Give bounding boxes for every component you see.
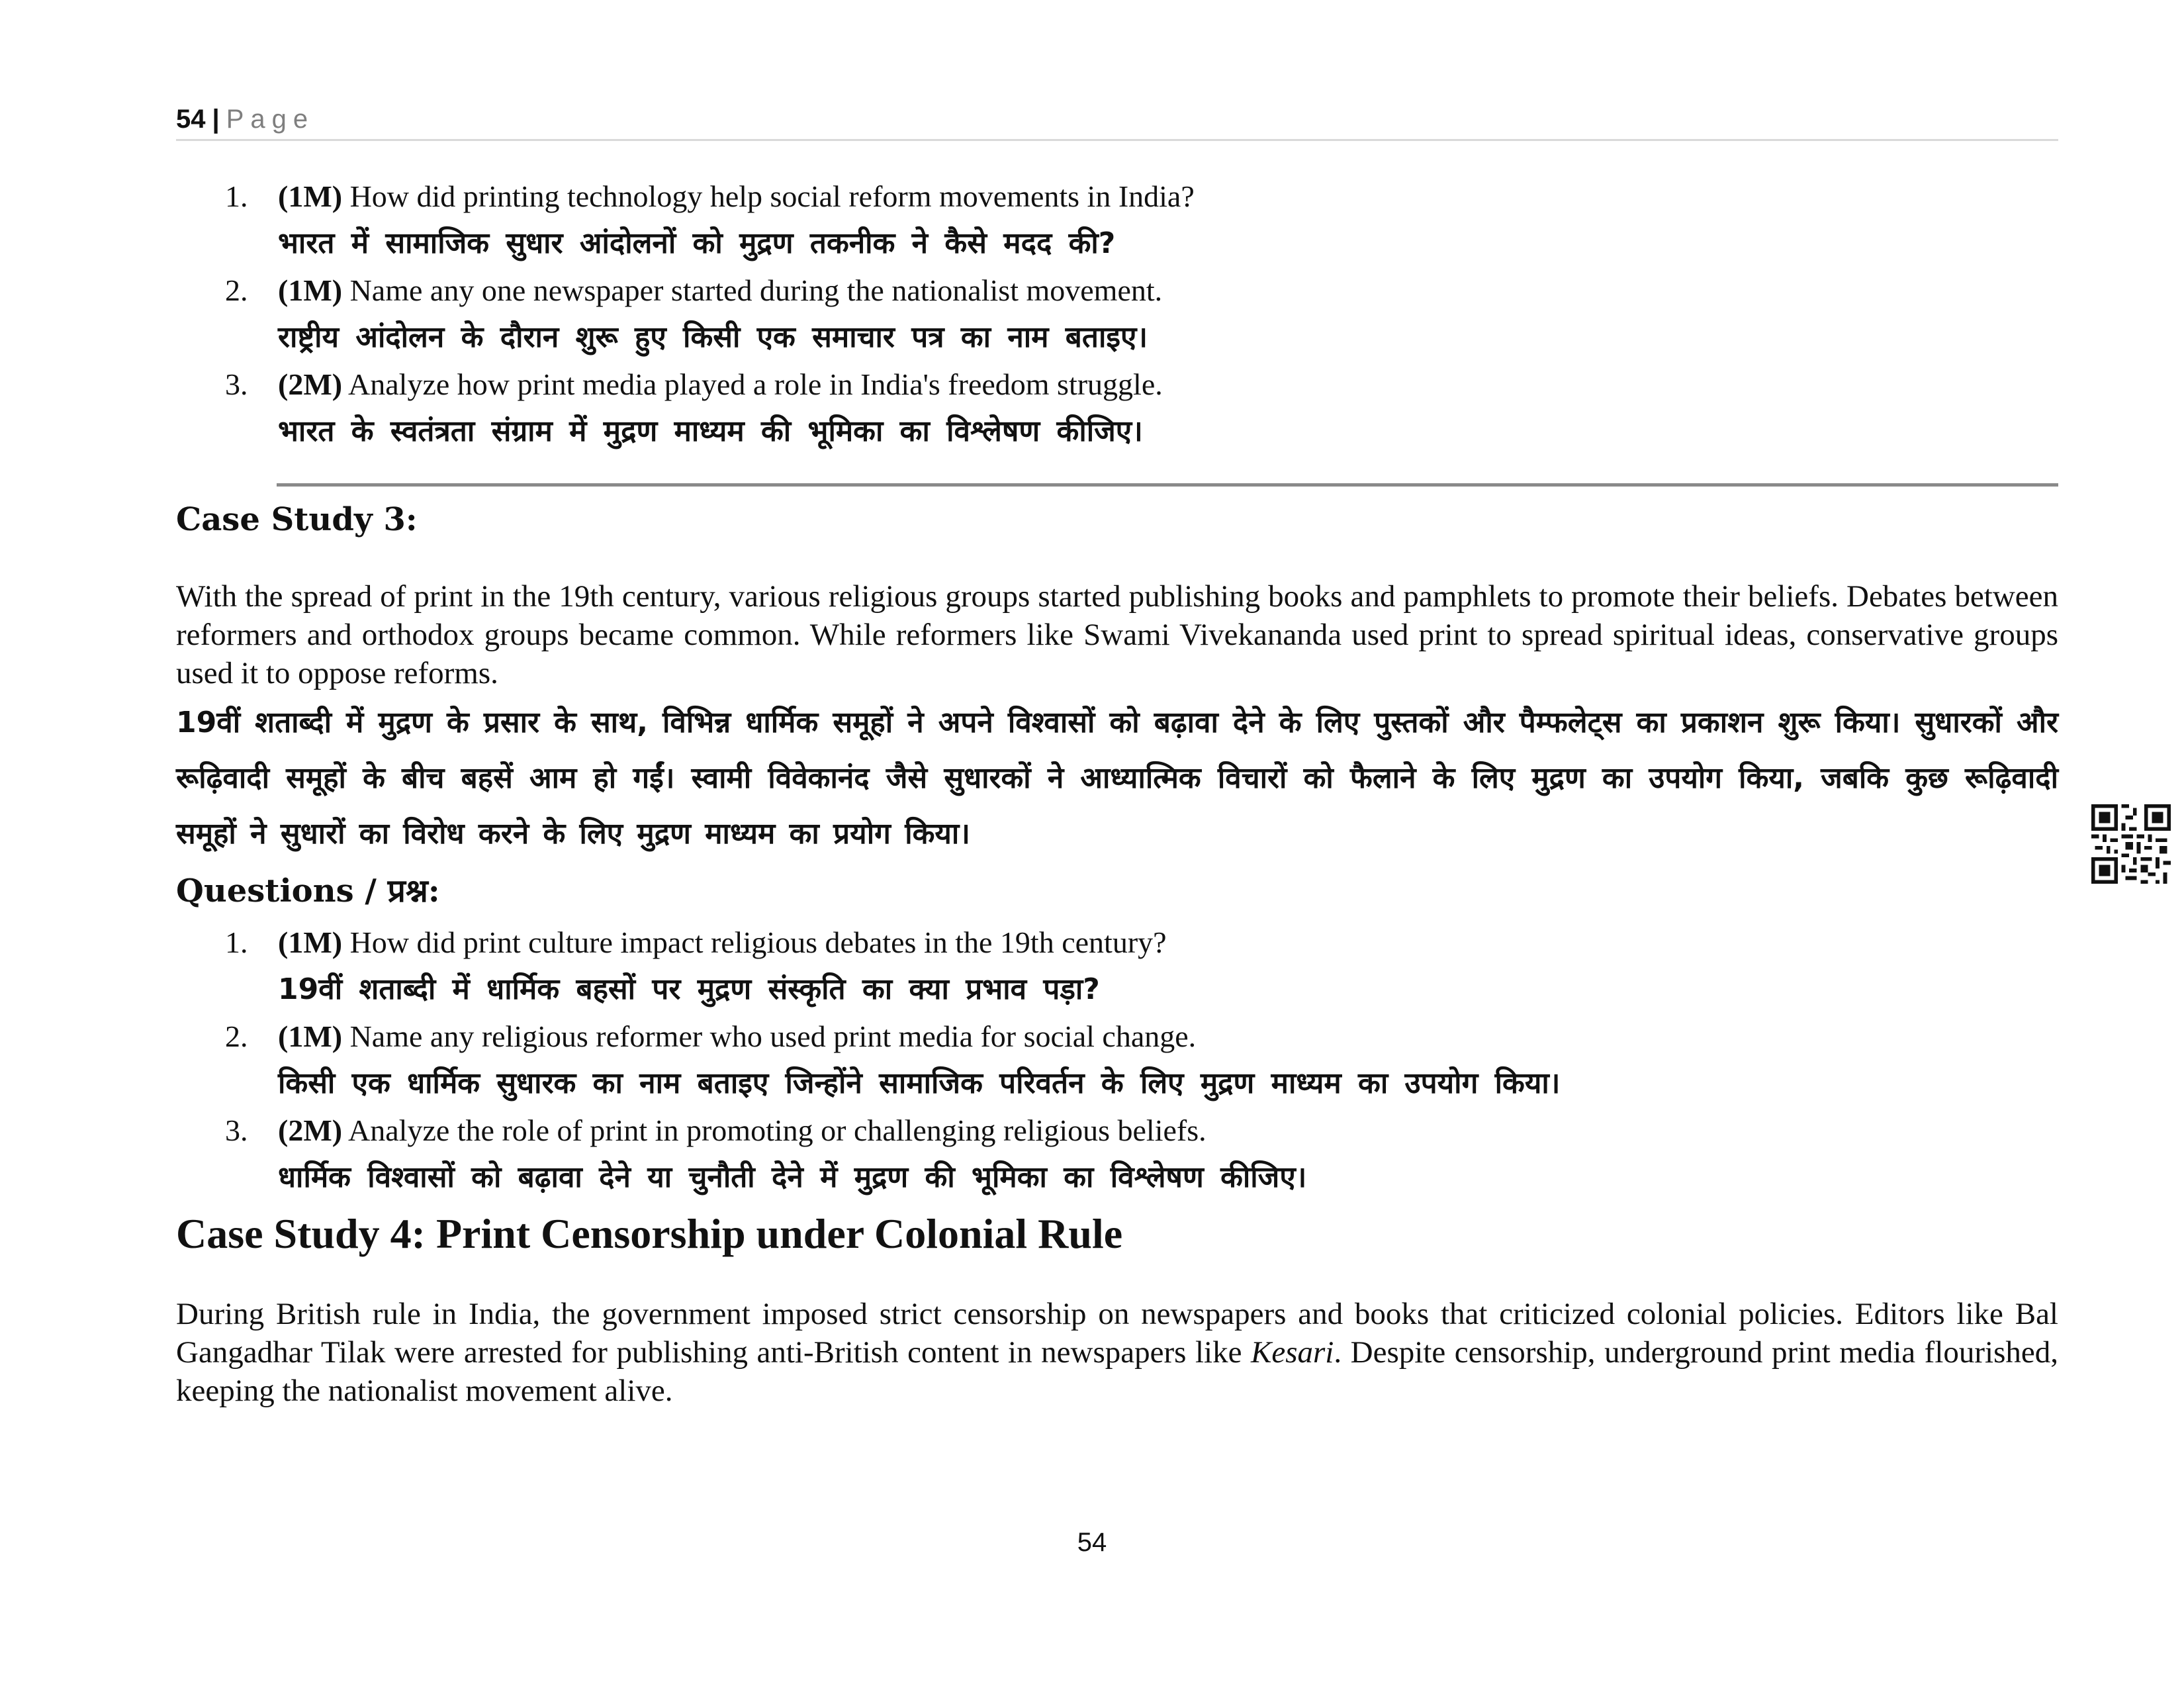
case-study-3-questions xyxy=(218,919,2058,1201)
question-item xyxy=(218,267,2058,361)
question-english xyxy=(278,919,2058,966)
newspaper-name: Kesari xyxy=(1251,1335,1334,1370)
section-divider xyxy=(277,483,2058,487)
question-hindi: किसी एक धार्मिक सुधारक का नाम बताइए जिन्होंने सामाजिक परिवर्तन के लिए मुद्रण माध्यम का उपयोग किया। xyxy=(278,1066,1561,1100)
question-english xyxy=(278,173,2058,220)
question-hindi: राष्ट्रीय आंदोलन के दौरान शुरू हुए किसी एक समाचार पत्र का नाम बताइए। xyxy=(278,320,1148,354)
question-marks: (1M) xyxy=(278,925,343,959)
page-header xyxy=(176,99,2058,141)
question-item xyxy=(218,173,2058,267)
question-marks: (2M) xyxy=(278,367,343,401)
question-text: Analyze how print media played a role in India's freedom struggle. xyxy=(342,367,1163,401)
question-item xyxy=(218,919,2058,1013)
question-marks: (1M) xyxy=(278,1019,343,1053)
case-study-4-heading: Case Study 4: Print Censorship under Colonial Rule xyxy=(176,1210,1123,1257)
question-marks: (1M) xyxy=(278,179,343,213)
footer-page-number: 54 xyxy=(1077,1528,1107,1557)
case-study-4-paragraph xyxy=(176,1295,2058,1410)
case-study-4-text-end: . Despite censorship, underground print media flourished, keeping the nationalist movement alive. xyxy=(176,1335,2059,1408)
question-text: Name any religious reformer who used print media for social change. xyxy=(342,1019,1197,1053)
header-separator: | xyxy=(212,105,220,134)
case-study-2-questions xyxy=(218,173,2058,455)
question-item xyxy=(218,361,2058,455)
question-item xyxy=(218,1013,2058,1107)
question-marks: (2M) xyxy=(278,1113,343,1147)
question-english xyxy=(278,1107,2058,1154)
question-text: How did print culture impact religious debates in the 19th century? xyxy=(342,925,1167,959)
questions-heading: Questions / प्रश्न: xyxy=(176,872,440,910)
header-page-label: Page xyxy=(226,105,315,134)
question-number: 2. xyxy=(225,273,248,307)
question-text: Analyze the role of print in promoting or challenging religious beliefs. xyxy=(342,1113,1206,1147)
question-text: How did printing technology help social reform movements in India? xyxy=(342,179,1195,213)
question-english xyxy=(278,1013,2058,1060)
question-hindi: धार्मिक विश्वासों को बढ़ावा देने या चुनौती देने में मुद्रण की भूमिका का विश्लेषण कीजिए। xyxy=(278,1160,1307,1194)
question-number: 1. xyxy=(225,179,248,213)
case-study-3-paragraph-english: With the spread of print in the 19th century, various religious groups started publishing books and pamphlets to promote their beliefs. Debates between reformers and orthodox groups became common. While reformers like Swami Vivekananda used print to spread spiritual ideas, conservative groups used it to oppose reforms. xyxy=(176,579,2058,690)
case-study-4-text-start: During British rule in India, the government imposed strict censorship on newspapers and books that criticized colonial policies. Editors like Bal Gangadhar Tilak were arrested for publishing anti-British content in newspapers like xyxy=(176,1297,2058,1370)
question-number: 3. xyxy=(225,367,248,401)
question-text: Name any one newspaper started during the nationalist movement. xyxy=(342,273,1163,307)
question-hindi: भारत के स्वतंत्रता संग्राम में मुद्रण माध्यम की भूमिका का विश्लेषण कीजिए। xyxy=(278,414,1143,448)
question-item xyxy=(218,1107,2058,1201)
question-number: 3. xyxy=(225,1113,248,1147)
qr-code-icon xyxy=(2091,804,2171,884)
question-hindi: 19वीं शताब्दी में धार्मिक बहसों पर मुद्रण संस्कृति का क्या प्रभाव पड़ा? xyxy=(278,972,1100,1006)
header-page-number: 54 xyxy=(176,105,206,134)
case-study-3-heading: Case Study 3: xyxy=(176,501,418,538)
question-number: 2. xyxy=(225,1019,248,1053)
case-study-3-paragraph-hindi: 19वीं शताब्दी में मुद्रण के प्रसार के साथ, विभिन्न धार्मिक समूहों ने अपने विश्वासों को बढ़ावा देने के लिए पुस्तकों और पैम्फलेट्स का प्रकाशन शुरू किया। सुधारकों और रूढ़िवादी समूहों के बीच बहसें आम हो गईं। स्वामी विवेकानंद जैसे सुधारकों ने आध्यात्मिक विचारों को फैलाने के लिए मुद्रण का उपयोग किया, जबकि कुछ रूढ़िवादी समूहों ने सुधारों का विरोध करने के लिए मुद्रण माध्यम का प्रयोग किया। xyxy=(176,706,2058,851)
question-hindi: भारत में सामाजिक सुधार आंदोलनों को मुद्रण तकनीक ने कैसे मदद की? xyxy=(278,226,1116,260)
question-marks: (1M) xyxy=(278,273,343,307)
question-english xyxy=(278,361,2058,408)
question-english xyxy=(278,267,2058,314)
question-number: 1. xyxy=(225,925,248,959)
